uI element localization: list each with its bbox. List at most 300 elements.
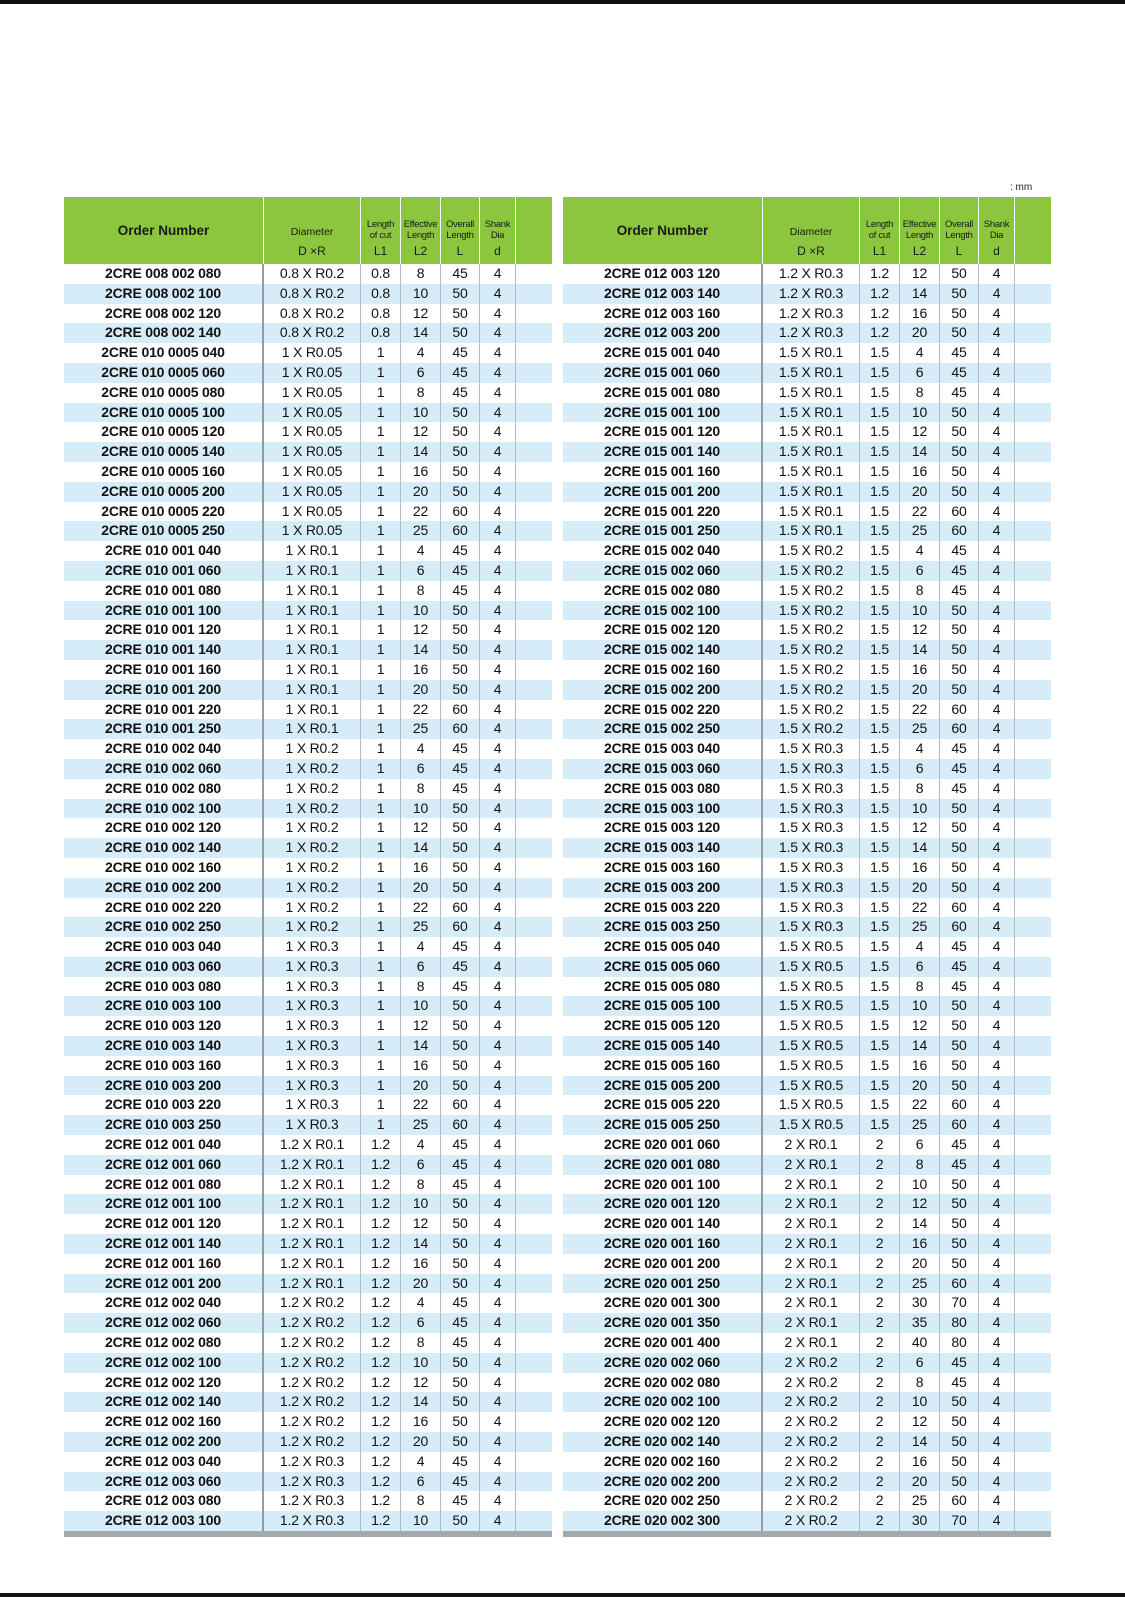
diameter-cell: 1.5 X R0.3 bbox=[763, 858, 860, 878]
length-of-cut-cell: 1 bbox=[361, 403, 401, 423]
blank-cell bbox=[1015, 323, 1051, 343]
length-of-cut-cell: 1 bbox=[361, 502, 401, 522]
diameter-cell: 1.2 X R0.3 bbox=[264, 1452, 361, 1472]
overall-length-cell: 60 bbox=[441, 898, 480, 918]
table-row bbox=[64, 1135, 552, 1155]
diameter-cell: 1 X R0.1 bbox=[264, 561, 361, 581]
blank-cell bbox=[516, 1254, 552, 1274]
blank-cell bbox=[1015, 779, 1051, 799]
diameter-cell: 1.5 X R0.5 bbox=[763, 1115, 860, 1135]
length-of-cut-cell: 1.5 bbox=[860, 422, 900, 442]
table-row bbox=[563, 264, 1051, 284]
blank-cell bbox=[516, 1056, 552, 1076]
overall-length-cell: 50 bbox=[940, 1432, 979, 1452]
blank-cell bbox=[1015, 759, 1051, 779]
order-number-cell: 2CRE 010 002 160 bbox=[64, 858, 264, 878]
shank-dia-cell: 4 bbox=[979, 1412, 1015, 1432]
overall-length-cell: 45 bbox=[441, 1293, 480, 1313]
overall-length-cell: 50 bbox=[940, 1214, 979, 1234]
blank-cell bbox=[516, 323, 552, 343]
shank-dia-cell: 4 bbox=[979, 502, 1015, 522]
table-row bbox=[563, 601, 1051, 621]
shank-dia-cell: 4 bbox=[979, 1472, 1015, 1492]
diameter-cell: 1 X R0.2 bbox=[264, 739, 361, 759]
order-number-cell: 2CRE 010 001 160 bbox=[64, 660, 264, 680]
order-number-cell: 2CRE 010 002 200 bbox=[64, 878, 264, 898]
length-of-cut-cell: 1.5 bbox=[860, 739, 900, 759]
overall-length-cell: 50 bbox=[441, 304, 480, 324]
length-of-cut-cell: 1.2 bbox=[361, 1491, 401, 1511]
blank-cell bbox=[516, 462, 552, 482]
shank-dia-cell: 4 bbox=[480, 442, 516, 462]
blank-cell bbox=[516, 917, 552, 937]
effective-length-cell: 16 bbox=[900, 660, 940, 680]
overall-length-cell: 80 bbox=[940, 1333, 979, 1353]
blank-cell bbox=[516, 284, 552, 304]
effective-length-cell: 8 bbox=[900, 977, 940, 997]
shank-dia-cell: 4 bbox=[480, 383, 516, 403]
order-number-cell: 2CRE 012 003 140 bbox=[563, 284, 763, 304]
diameter-cell: 2 X R0.1 bbox=[763, 1155, 860, 1175]
order-number-cell: 2CRE 015 002 220 bbox=[563, 700, 763, 720]
overall-length-cell: 50 bbox=[441, 1412, 480, 1432]
table-row bbox=[64, 1254, 552, 1274]
length-of-cut-cell: 2 bbox=[860, 1353, 900, 1373]
overall-length-cell: 45 bbox=[940, 759, 979, 779]
length-of-cut-cell: 2 bbox=[860, 1333, 900, 1353]
table-row bbox=[563, 957, 1051, 977]
overall-length-cell: 45 bbox=[441, 561, 480, 581]
length-of-cut-cell: 1 bbox=[361, 462, 401, 482]
blank-cell bbox=[1015, 462, 1051, 482]
effective-length-cell: 10 bbox=[401, 1194, 441, 1214]
blank-cell bbox=[1015, 1452, 1051, 1472]
order-number-cell: 2CRE 010 003 080 bbox=[64, 977, 264, 997]
effective-length-cell: 30 bbox=[900, 1293, 940, 1313]
blank-cell bbox=[516, 700, 552, 720]
overall-length-cell: 60 bbox=[940, 719, 979, 739]
overall-length-cell: 50 bbox=[441, 1373, 480, 1393]
table-row bbox=[563, 1373, 1051, 1393]
shank-dia-cell: 4 bbox=[480, 1472, 516, 1492]
shank-dia-cell: 4 bbox=[480, 1333, 516, 1353]
overall-length-cell: 50 bbox=[940, 1016, 979, 1036]
diameter-cell: 1 X R0.05 bbox=[264, 482, 361, 502]
overall-length-cell: 60 bbox=[441, 502, 480, 522]
length-of-cut-cell: 1 bbox=[361, 620, 401, 640]
diameter-cell: 1.5 X R0.2 bbox=[763, 541, 860, 561]
length-of-cut-cell: 1.2 bbox=[361, 1353, 401, 1373]
overall-length-cell: 50 bbox=[940, 1452, 979, 1472]
diameter-cell: 2 X R0.1 bbox=[763, 1234, 860, 1254]
shank-dia-cell: 4 bbox=[480, 1432, 516, 1452]
effective-length-cell: 12 bbox=[900, 1016, 940, 1036]
length-of-cut-cell: 1 bbox=[361, 779, 401, 799]
shank-dia-cell: 4 bbox=[979, 601, 1015, 621]
diameter-cell: 2 X R0.2 bbox=[763, 1491, 860, 1511]
table-row bbox=[563, 502, 1051, 522]
blank-cell bbox=[1015, 521, 1051, 541]
diameter-cell: 1 X R0.3 bbox=[264, 1115, 361, 1135]
overall-length-cell: 50 bbox=[940, 284, 979, 304]
blank-cell bbox=[516, 1194, 552, 1214]
blank-cell bbox=[516, 1016, 552, 1036]
length-of-cut-cell: 1.2 bbox=[361, 1373, 401, 1393]
blank-cell bbox=[1015, 1313, 1051, 1333]
diameter-cell: 1 X R0.2 bbox=[264, 759, 361, 779]
blank-cell bbox=[516, 1115, 552, 1135]
shank-dia-cell: 4 bbox=[480, 1076, 516, 1096]
shank-dia-cell: 4 bbox=[480, 304, 516, 324]
blank-cell bbox=[1015, 1392, 1051, 1412]
effective-length-cell: 14 bbox=[900, 1432, 940, 1452]
order-number-cell: 2CRE 010 001 220 bbox=[64, 700, 264, 720]
overall-length-cell: 45 bbox=[940, 977, 979, 997]
shank-dia-cell: 4 bbox=[480, 1214, 516, 1234]
shank-dia-cell: 4 bbox=[480, 660, 516, 680]
blank-cell bbox=[516, 442, 552, 462]
effective-length-cell: 14 bbox=[401, 1036, 441, 1056]
length-of-cut-header bbox=[860, 197, 900, 264]
table-row bbox=[563, 1214, 1051, 1234]
table-row bbox=[563, 1254, 1051, 1274]
length-of-cut-cell: 1.5 bbox=[860, 1036, 900, 1056]
overall-length-cell: 60 bbox=[940, 1274, 979, 1294]
order-number-cell: 2CRE 020 002 120 bbox=[563, 1412, 763, 1432]
blank-cell bbox=[516, 1452, 552, 1472]
blank-cell bbox=[516, 383, 552, 403]
shank-dia-cell: 4 bbox=[480, 601, 516, 621]
blank-cell bbox=[516, 878, 552, 898]
shank-dia-header-label: Shank Dia bbox=[983, 219, 1010, 241]
length-of-cut-cell: 1.2 bbox=[860, 284, 900, 304]
effective-length-cell: 22 bbox=[900, 1095, 940, 1115]
overall-length-cell: 60 bbox=[441, 1115, 480, 1135]
table-row bbox=[64, 541, 552, 561]
length-of-cut-cell: 1 bbox=[361, 719, 401, 739]
effective-length-cell: 10 bbox=[401, 403, 441, 423]
order-number-cell: 2CRE 010 003 220 bbox=[64, 1095, 264, 1115]
effective-length-cell: 20 bbox=[900, 1254, 940, 1274]
diameter-cell: 1 X R0.3 bbox=[264, 977, 361, 997]
overall-length-cell: 50 bbox=[441, 1274, 480, 1294]
blank-cell bbox=[1015, 581, 1051, 601]
shank-dia-cell: 4 bbox=[480, 541, 516, 561]
length-of-cut-cell: 1.5 bbox=[860, 601, 900, 621]
effective-length-cell: 8 bbox=[900, 383, 940, 403]
effective-length-cell: 8 bbox=[401, 1491, 441, 1511]
blank-cell bbox=[1015, 561, 1051, 581]
blank-cell bbox=[1015, 739, 1051, 759]
shank-dia-cell: 4 bbox=[480, 937, 516, 957]
overall-length-cell: 60 bbox=[441, 1095, 480, 1115]
blank-header bbox=[516, 197, 552, 264]
shank-dia-cell: 4 bbox=[979, 442, 1015, 462]
order-number-cell: 2CRE 015 001 100 bbox=[563, 403, 763, 423]
overall-length-cell: 45 bbox=[940, 739, 979, 759]
effective-length-cell: 14 bbox=[900, 1036, 940, 1056]
length-of-cut-cell: 1.5 bbox=[860, 383, 900, 403]
overall-length-cell: 50 bbox=[940, 442, 979, 462]
table-row bbox=[64, 1095, 552, 1115]
blank-cell bbox=[1015, 1036, 1051, 1056]
overall-length-cell: 60 bbox=[441, 917, 480, 937]
diameter-cell: 1.5 X R0.3 bbox=[763, 739, 860, 759]
table-row bbox=[64, 779, 552, 799]
order-number-cell: 2CRE 012 003 100 bbox=[64, 1511, 264, 1531]
overall-length-cell: 50 bbox=[940, 422, 979, 442]
overall-length-cell: 45 bbox=[441, 1155, 480, 1175]
table-row bbox=[563, 1155, 1051, 1175]
diameter-cell: 2 X R0.1 bbox=[763, 1254, 860, 1274]
diameter-cell: 1.5 X R0.5 bbox=[763, 1036, 860, 1056]
table-bottom-bar bbox=[563, 1531, 1051, 1537]
overall-length-cell: 50 bbox=[441, 1076, 480, 1096]
diameter-header-label: Diameter bbox=[789, 225, 833, 238]
blank-cell bbox=[1015, 680, 1051, 700]
diameter-cell: 1 X R0.1 bbox=[264, 541, 361, 561]
length-of-cut-cell: 2 bbox=[860, 1214, 900, 1234]
length-of-cut-cell: 1.5 bbox=[860, 680, 900, 700]
diameter-cell: 1 X R0.3 bbox=[264, 1036, 361, 1056]
effective-length-cell: 6 bbox=[401, 759, 441, 779]
blank-cell bbox=[1015, 620, 1051, 640]
overall-length-cell: 50 bbox=[441, 1353, 480, 1373]
effective-length-cell: 10 bbox=[900, 403, 940, 423]
blank-cell bbox=[516, 1511, 552, 1531]
shank-dia-cell: 4 bbox=[979, 957, 1015, 977]
blank-cell bbox=[516, 1313, 552, 1333]
table-row bbox=[64, 977, 552, 997]
length-of-cut-cell: 1.5 bbox=[860, 759, 900, 779]
table-row bbox=[64, 878, 552, 898]
order-number-cell: 2CRE 012 002 080 bbox=[64, 1333, 264, 1353]
length-of-cut-cell: 1.5 bbox=[860, 462, 900, 482]
shank-dia-cell: 4 bbox=[979, 561, 1015, 581]
length-of-cut-cell: 2 bbox=[860, 1234, 900, 1254]
shank-dia-cell: 4 bbox=[480, 581, 516, 601]
order-number-cell: 2CRE 015 002 100 bbox=[563, 601, 763, 621]
order-number-cell: 2CRE 020 002 080 bbox=[563, 1373, 763, 1393]
overall-length-cell: 45 bbox=[441, 264, 480, 284]
overall-length-cell: 50 bbox=[441, 680, 480, 700]
order-number-cell: 2CRE 010 002 120 bbox=[64, 818, 264, 838]
effective-length-cell: 20 bbox=[401, 1076, 441, 1096]
table-row bbox=[64, 1076, 552, 1096]
table-row bbox=[563, 1333, 1051, 1353]
effective-length-cell: 16 bbox=[900, 1452, 940, 1472]
table-row bbox=[563, 1194, 1051, 1214]
blank-cell bbox=[1015, 799, 1051, 819]
blank-cell bbox=[516, 1076, 552, 1096]
table-body bbox=[64, 264, 552, 1531]
order-number-cell: 2CRE 008 002 120 bbox=[64, 304, 264, 324]
diameter-cell: 1.2 X R0.3 bbox=[264, 1491, 361, 1511]
order-number-cell: 2CRE 010 0005 140 bbox=[64, 442, 264, 462]
length-of-cut-cell: 1.2 bbox=[361, 1194, 401, 1214]
shank-dia-cell: 4 bbox=[480, 1452, 516, 1472]
shank-dia-cell: 4 bbox=[480, 996, 516, 1016]
effective-length-cell: 12 bbox=[900, 620, 940, 640]
length-of-cut-cell: 1 bbox=[361, 561, 401, 581]
table-row bbox=[563, 482, 1051, 502]
shank-dia-cell: 4 bbox=[480, 363, 516, 383]
overall-length-cell: 50 bbox=[441, 601, 480, 621]
diameter-cell: 1.5 X R0.2 bbox=[763, 601, 860, 621]
table-row bbox=[64, 739, 552, 759]
length-of-cut-cell: 1.2 bbox=[361, 1452, 401, 1472]
effective-length-cell: 4 bbox=[401, 937, 441, 957]
effective-length-cell: 25 bbox=[900, 917, 940, 937]
overall-length-cell: 60 bbox=[940, 1115, 979, 1135]
effective-length-cell: 22 bbox=[900, 898, 940, 918]
effective-length-cell: 6 bbox=[401, 1313, 441, 1333]
table-row bbox=[563, 422, 1051, 442]
effective-length-cell: 10 bbox=[401, 601, 441, 621]
overall-length-cell: 50 bbox=[441, 878, 480, 898]
table-row bbox=[64, 719, 552, 739]
diameter-cell: 1 X R0.1 bbox=[264, 581, 361, 601]
table-row bbox=[563, 1472, 1051, 1492]
blank-cell bbox=[516, 581, 552, 601]
table-row bbox=[563, 660, 1051, 680]
blank-cell bbox=[516, 1214, 552, 1234]
shank-dia-cell: 4 bbox=[480, 1373, 516, 1393]
shank-dia-cell: 4 bbox=[480, 640, 516, 660]
length-of-cut-cell: 2 bbox=[860, 1135, 900, 1155]
diameter-cell: 1 X R0.1 bbox=[264, 601, 361, 621]
blank-cell bbox=[516, 680, 552, 700]
order-number-cell: 2CRE 012 003 160 bbox=[563, 304, 763, 324]
table-row bbox=[64, 1452, 552, 1472]
order-number-cell: 2CRE 010 0005 220 bbox=[64, 502, 264, 522]
length-of-cut-cell: 1.2 bbox=[860, 264, 900, 284]
order-number-cell: 2CRE 012 001 060 bbox=[64, 1155, 264, 1175]
overall-length-cell: 60 bbox=[940, 898, 979, 918]
diameter-cell: 1.5 X R0.2 bbox=[763, 620, 860, 640]
overall-length-cell: 60 bbox=[441, 521, 480, 541]
diameter-cell: 1 X R0.3 bbox=[264, 957, 361, 977]
diameter-cell: 1.5 X R0.2 bbox=[763, 719, 860, 739]
overall-length-cell: 50 bbox=[940, 680, 979, 700]
blank-cell bbox=[516, 1293, 552, 1313]
blank-cell bbox=[1015, 1511, 1051, 1531]
overall-length-cell: 45 bbox=[441, 779, 480, 799]
blank-cell bbox=[516, 1274, 552, 1294]
order-number-cell: 2CRE 015 001 250 bbox=[563, 521, 763, 541]
bottom-border bbox=[0, 1593, 1125, 1597]
order-number-cell: 2CRE 015 002 160 bbox=[563, 660, 763, 680]
diameter-cell: 1.2 X R0.2 bbox=[264, 1353, 361, 1373]
shank-dia-cell: 4 bbox=[979, 1313, 1015, 1333]
effective-length-cell: 8 bbox=[900, 779, 940, 799]
length-of-cut-cell: 1.5 bbox=[860, 878, 900, 898]
shank-dia-cell: 4 bbox=[979, 1452, 1015, 1472]
effective-length-cell: 8 bbox=[401, 1333, 441, 1353]
shank-dia-cell: 4 bbox=[979, 1373, 1015, 1393]
shank-dia-cell: 4 bbox=[979, 1095, 1015, 1115]
effective-length-cell: 16 bbox=[401, 1056, 441, 1076]
length-of-cut-cell: 1 bbox=[361, 996, 401, 1016]
effective-length-cell: 20 bbox=[900, 482, 940, 502]
blank-cell bbox=[1015, 660, 1051, 680]
blank-cell bbox=[516, 1135, 552, 1155]
table-row bbox=[64, 422, 552, 442]
length-of-cut-cell: 0.8 bbox=[361, 284, 401, 304]
table-row bbox=[64, 462, 552, 482]
blank-cell bbox=[1015, 502, 1051, 522]
effective-length-cell: 25 bbox=[401, 719, 441, 739]
blank-cell bbox=[516, 1491, 552, 1511]
overall-length-cell: 60 bbox=[441, 700, 480, 720]
overall-length-cell: 50 bbox=[441, 1214, 480, 1234]
order-number-cell: 2CRE 010 001 060 bbox=[64, 561, 264, 581]
table-row bbox=[64, 818, 552, 838]
order-number-cell: 2CRE 020 002 250 bbox=[563, 1491, 763, 1511]
overall-length-cell: 50 bbox=[940, 818, 979, 838]
shank-dia-cell: 4 bbox=[480, 1293, 516, 1313]
blank-cell bbox=[516, 601, 552, 621]
table-row bbox=[64, 264, 552, 284]
shank-dia-cell: 4 bbox=[979, 482, 1015, 502]
order-number-cell: 2CRE 015 005 220 bbox=[563, 1095, 763, 1115]
order-number-cell: 2CRE 020 001 350 bbox=[563, 1313, 763, 1333]
shank-dia-cell: 4 bbox=[979, 521, 1015, 541]
table-row bbox=[64, 1412, 552, 1432]
shank-dia-cell: 4 bbox=[979, 1194, 1015, 1214]
blank-cell bbox=[1015, 1214, 1051, 1234]
diameter-cell: 1 X R0.2 bbox=[264, 838, 361, 858]
blank-cell bbox=[1015, 541, 1051, 561]
diameter-cell: 1.5 X R0.1 bbox=[763, 383, 860, 403]
order-number-cell: 2CRE 010 002 080 bbox=[64, 779, 264, 799]
blank-cell bbox=[516, 561, 552, 581]
diameter-cell: 1.2 X R0.2 bbox=[264, 1432, 361, 1452]
diameter-cell: 1.5 X R0.2 bbox=[763, 700, 860, 720]
table-bottom-bar bbox=[64, 1531, 552, 1537]
blank-cell bbox=[1015, 284, 1051, 304]
shank-dia-cell: 4 bbox=[979, 1274, 1015, 1294]
diameter-cell: 1.5 X R0.3 bbox=[763, 818, 860, 838]
effective-length-cell: 25 bbox=[900, 521, 940, 541]
effective-length-cell: 14 bbox=[401, 442, 441, 462]
length-of-cut-cell: 1.2 bbox=[361, 1472, 401, 1492]
blank-cell bbox=[516, 403, 552, 423]
length-of-cut-cell: 1 bbox=[361, 680, 401, 700]
order-number-cell: 2CRE 015 001 200 bbox=[563, 482, 763, 502]
overall-length-cell: 50 bbox=[441, 323, 480, 343]
diameter-cell: 1.5 X R0.3 bbox=[763, 799, 860, 819]
overall-length-cell: 45 bbox=[940, 383, 979, 403]
shank-dia-cell: 4 bbox=[979, 1175, 1015, 1195]
shank-dia-cell: 4 bbox=[979, 660, 1015, 680]
effective-length-cell: 14 bbox=[401, 838, 441, 858]
effective-length-header bbox=[900, 197, 940, 264]
order-number-cell: 2CRE 015 003 220 bbox=[563, 898, 763, 918]
effective-length-cell: 8 bbox=[401, 977, 441, 997]
effective-length-cell: 16 bbox=[900, 304, 940, 324]
length-of-cut-cell: 1 bbox=[361, 482, 401, 502]
overall-length-cell: 45 bbox=[441, 1472, 480, 1492]
overall-length-cell: 45 bbox=[940, 561, 979, 581]
length-of-cut-cell: 1 bbox=[361, 917, 401, 937]
length-of-cut-cell: 1.2 bbox=[361, 1333, 401, 1353]
order-number-cell: 2CRE 012 001 200 bbox=[64, 1274, 264, 1294]
blank-cell bbox=[1015, 1115, 1051, 1135]
table-row bbox=[563, 1511, 1051, 1531]
table-row bbox=[64, 482, 552, 502]
effective-length-cell: 14 bbox=[401, 640, 441, 660]
